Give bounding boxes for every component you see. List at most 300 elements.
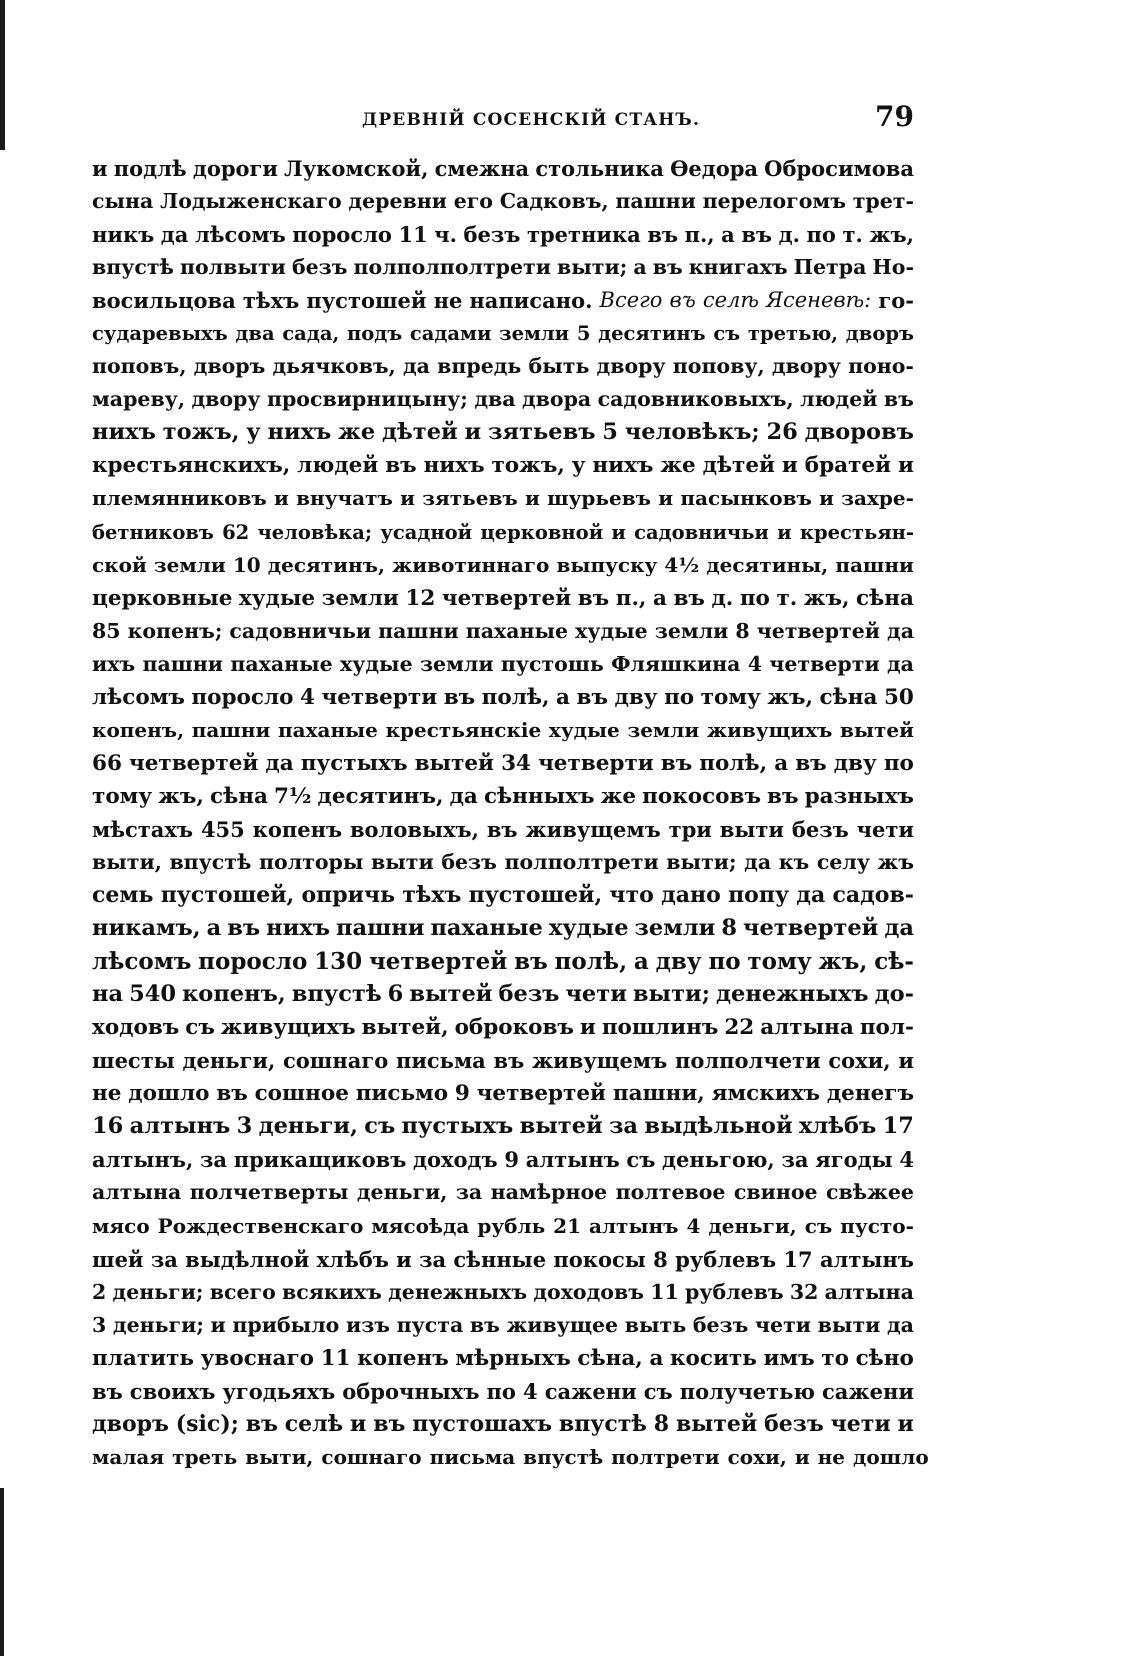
word: четверти	[538, 750, 654, 776]
word: пашни	[615, 189, 696, 214]
word: что	[609, 882, 654, 909]
word: полвыти	[180, 255, 286, 280]
word: съ	[626, 1147, 656, 1173]
word: земли	[321, 585, 399, 611]
word: Всего	[599, 288, 663, 313]
word: садовничьи	[229, 618, 372, 643]
word: десятины,	[706, 552, 829, 577]
text-line	[92, 747, 914, 780]
word: у	[246, 419, 261, 446]
word: дѣтей	[702, 453, 776, 479]
word: 16	[92, 1113, 124, 1140]
word: 32	[789, 1279, 819, 1304]
word: алтынъ,	[92, 1147, 194, 1173]
word: а	[206, 915, 222, 942]
word: полѣ,	[554, 948, 628, 976]
word: пол-	[859, 1015, 914, 1041]
word: въ	[469, 1312, 500, 1337]
text-line	[92, 1210, 914, 1243]
word: 17	[882, 1113, 914, 1140]
word: въ	[767, 783, 799, 809]
word: сѣнныхъ	[483, 783, 595, 809]
word: по	[664, 684, 695, 710]
text-line	[92, 1243, 914, 1276]
word: тожъ,	[491, 453, 565, 479]
text-line	[92, 1408, 914, 1441]
word: по	[486, 1378, 516, 1404]
word: двора	[522, 387, 592, 412]
word: пошлинъ	[601, 1015, 719, 1041]
word: въ	[373, 1410, 406, 1437]
word: никамъ,	[92, 915, 201, 942]
word: живущихъ	[220, 1015, 356, 1041]
word: земли	[419, 651, 494, 676]
word: хлѣбъ	[798, 1113, 877, 1140]
word: да	[886, 651, 914, 676]
word: десятинъ	[598, 322, 706, 346]
word: въ	[245, 1410, 278, 1437]
word: 62	[222, 520, 250, 544]
word: худые	[340, 651, 413, 676]
word: вытей	[519, 1113, 603, 1140]
text-line	[92, 284, 914, 317]
word: сѣ-	[874, 948, 914, 976]
word: по	[739, 585, 770, 611]
word: селѣ	[284, 1410, 344, 1437]
word: пустошей,	[160, 882, 295, 909]
word: смежна	[434, 156, 530, 181]
text-line	[92, 978, 914, 1011]
word: да	[744, 849, 772, 874]
word: рублевъ	[684, 1279, 784, 1304]
word: сошное	[254, 1081, 349, 1107]
word: 3	[236, 1113, 253, 1140]
text-line	[92, 549, 914, 582]
word: вытей	[675, 1410, 758, 1437]
word: зятьевъ	[488, 419, 596, 446]
word: тому	[747, 948, 812, 976]
word: садами	[409, 322, 492, 346]
word: деньги,	[356, 1180, 448, 1205]
word: четвертей	[441, 585, 572, 611]
word: и	[524, 486, 540, 511]
word: пашни	[191, 717, 271, 742]
word: 12	[405, 585, 436, 611]
word: выти	[817, 1312, 881, 1337]
word: четвертей	[368, 948, 508, 976]
word: пусто-	[840, 1213, 914, 1238]
word: чети	[856, 816, 914, 842]
word: сѣна	[210, 783, 268, 809]
word: а	[633, 255, 647, 280]
word: въ	[216, 1081, 248, 1107]
word: четвертей	[743, 915, 879, 942]
word: и	[210, 1312, 226, 1337]
word: четвертей	[128, 750, 259, 776]
word: жъ,	[869, 222, 914, 248]
word: то	[821, 1345, 849, 1371]
word: письмо	[355, 1081, 449, 1107]
word: нихъ	[592, 453, 654, 479]
word: тому	[92, 783, 153, 809]
word: 17	[783, 1246, 813, 1272]
word: да	[160, 222, 189, 248]
word: а	[633, 948, 649, 976]
word: жъ,	[767, 684, 813, 710]
word: людей	[297, 453, 379, 479]
word: третью,	[747, 322, 839, 346]
word: сударевыхъ	[92, 322, 228, 346]
word: по	[806, 222, 836, 248]
word: Ѳедора	[670, 156, 759, 181]
word: деньгою,	[662, 1147, 775, 1173]
word: Обросимова	[764, 156, 914, 181]
word: Но-	[872, 255, 914, 280]
word: и	[92, 156, 108, 181]
word: въ	[443, 684, 476, 710]
word: просвирницыну;	[266, 387, 468, 412]
word: пустошей,	[468, 882, 603, 909]
word: дошло	[853, 1444, 929, 1469]
word: мясо	[92, 1213, 150, 1238]
word: не	[433, 288, 463, 314]
word: чети	[565, 981, 627, 1008]
word: дву	[614, 684, 658, 710]
word: ихъ	[92, 651, 136, 676]
word: безъ	[692, 1312, 749, 1337]
word: дву	[833, 750, 877, 776]
body-text	[92, 152, 929, 1474]
word: до-	[874, 981, 914, 1008]
word: п.,	[615, 585, 647, 611]
word: 7½	[274, 783, 312, 809]
word: за	[419, 1246, 447, 1272]
word: садовниковыхъ,	[597, 387, 794, 412]
text-line	[92, 482, 914, 515]
word: по	[883, 750, 914, 776]
word: Фляшкина	[611, 651, 741, 676]
text-line	[92, 317, 914, 350]
word: ходовъ	[92, 1015, 180, 1041]
word: крестьян-	[799, 520, 914, 544]
word: и	[464, 419, 482, 446]
word: въ	[669, 288, 696, 313]
word: попову,	[672, 354, 765, 379]
word: выпуску	[556, 552, 658, 577]
word: сѣна,	[577, 1345, 643, 1371]
word: безъ	[764, 1410, 824, 1437]
word: 26	[766, 419, 798, 446]
word: за	[781, 1147, 809, 1173]
word: третника	[526, 222, 641, 248]
word: къ	[778, 849, 810, 874]
word: безъ	[791, 816, 849, 842]
word: паханые	[465, 618, 569, 643]
text-line	[92, 218, 914, 251]
word: и	[400, 486, 415, 511]
word: въ	[647, 222, 679, 248]
word: мѣстахъ	[92, 816, 194, 842]
word: мареву,	[92, 387, 185, 412]
word: 5	[602, 419, 618, 446]
word: и	[658, 486, 674, 511]
word: нихъ	[267, 419, 332, 446]
word: дворъ	[845, 322, 914, 346]
word: въ	[576, 684, 608, 710]
word: пустошахъ	[412, 1410, 553, 1437]
text-line	[92, 582, 914, 615]
text-line	[92, 648, 914, 681]
word: а	[774, 750, 789, 776]
word: церковной	[480, 520, 604, 544]
word: худые	[238, 585, 316, 611]
word: худые	[548, 717, 620, 742]
word: ягоды	[815, 1147, 893, 1173]
text-line	[92, 780, 914, 813]
word: платить	[92, 1345, 195, 1371]
word: въ	[795, 750, 827, 776]
word: письма	[395, 1048, 486, 1074]
word: т.	[776, 585, 798, 611]
word: выти,	[245, 1444, 314, 1469]
word: намѣрное	[490, 1180, 608, 1205]
word: шесты	[92, 1048, 175, 1074]
word: восильцова	[92, 288, 236, 314]
word: впустѣ	[169, 849, 252, 874]
text-line	[92, 1044, 914, 1077]
word: за	[609, 1113, 639, 1140]
word: лѣсомъ	[92, 948, 192, 976]
word: денежныхъ	[716, 981, 869, 1008]
word: пасынковъ	[680, 486, 812, 511]
word: захре-	[841, 486, 914, 511]
word: всего	[209, 1279, 276, 1304]
word: съ	[643, 1378, 673, 1404]
word: поповъ,	[92, 354, 187, 379]
word: двору	[771, 354, 841, 379]
word: подъ	[346, 322, 403, 346]
word: пашни	[835, 552, 914, 577]
word: вытей	[409, 981, 493, 1008]
word: полѣ,	[481, 684, 550, 710]
word: въ	[577, 585, 610, 611]
word: а	[652, 585, 667, 611]
word: Лукомской,	[284, 156, 429, 181]
word: жъ,	[803, 585, 850, 611]
word: впустѣ	[92, 255, 174, 280]
word: мѣрныхъ	[455, 1345, 571, 1371]
word: человѣкъ;	[624, 419, 760, 446]
word: оброчныхъ	[342, 1378, 480, 1404]
word: худые	[575, 618, 648, 643]
word: вытей	[414, 750, 495, 776]
word: угодьяхъ	[222, 1378, 336, 1404]
text-line	[92, 152, 914, 185]
word: десятинъ,	[317, 783, 444, 809]
text-line	[92, 251, 914, 284]
word: (sic);	[175, 1410, 239, 1437]
word: впустѣ	[523, 1444, 604, 1469]
word: ч.	[434, 222, 457, 248]
word: 11	[650, 1279, 679, 1304]
word: селу	[816, 849, 870, 874]
word: земли	[634, 915, 716, 942]
word: 11	[398, 222, 428, 248]
word: пуста	[396, 1312, 464, 1337]
word: четвертей	[476, 1081, 607, 1107]
word: три	[668, 816, 712, 842]
word: въ	[883, 387, 914, 412]
word: пустыхъ	[401, 1113, 514, 1140]
text-line	[92, 1110, 914, 1143]
word: церковные	[92, 585, 233, 611]
word: жъ,	[158, 783, 204, 809]
word: четверти	[769, 651, 880, 676]
word: и	[819, 486, 834, 511]
word: сѣна	[856, 585, 914, 611]
text-line	[92, 1276, 914, 1309]
text-line	[92, 416, 914, 449]
word: поно-	[848, 354, 914, 379]
word: зятьевъ	[422, 486, 518, 511]
word: племянниковъ	[92, 486, 267, 511]
word: 455	[200, 816, 245, 842]
word: изъ	[345, 1312, 390, 1337]
word: худые	[548, 915, 629, 942]
word: денежныхъ	[388, 1279, 528, 1304]
word: книгахъ	[688, 255, 788, 280]
word: полтрети	[611, 1444, 720, 1469]
word: опричь	[301, 882, 395, 909]
word: безъ	[498, 981, 560, 1008]
word: дворъ	[193, 354, 266, 379]
word: 50	[883, 684, 914, 710]
word: полѣ,	[699, 750, 768, 776]
word: 130	[314, 948, 363, 976]
word: п.,	[684, 222, 715, 248]
word: 11	[320, 1345, 351, 1371]
word: тѣхъ	[402, 882, 462, 909]
text-line	[92, 1375, 914, 1408]
word: д.	[778, 222, 800, 248]
word: съ	[713, 322, 741, 346]
text-line	[92, 879, 914, 912]
word: 22	[724, 1015, 755, 1041]
word: нихъ	[92, 419, 156, 446]
word: доходовъ	[533, 1279, 644, 1304]
word: прибыло	[232, 1312, 340, 1337]
word: прикащиковъ	[233, 1147, 407, 1173]
word: полполтрети	[504, 849, 659, 874]
text-line	[92, 1441, 929, 1474]
word: дву	[655, 948, 702, 976]
word: сохи,	[828, 1048, 891, 1074]
word: усадной	[380, 520, 473, 544]
word: въ	[227, 915, 261, 942]
word: тому	[700, 684, 761, 710]
word: деньги,	[258, 1113, 358, 1140]
word: двору	[191, 387, 261, 412]
word: дѣтей	[381, 419, 458, 446]
word: увоснаго	[200, 1345, 314, 1371]
running-title: ДРЕВНІЙ СОСЕНСКІЙ СТАНЪ.	[362, 110, 701, 130]
word: пустыхъ	[300, 750, 408, 776]
text-line	[92, 615, 914, 648]
text-line	[92, 383, 914, 416]
text-line	[92, 912, 914, 945]
word: да	[402, 354, 430, 379]
word: крестьянскихъ,	[92, 453, 291, 479]
word: деньги;	[112, 1312, 204, 1337]
word: копенъ,	[182, 981, 286, 1008]
word: пашни	[378, 618, 459, 643]
word: тѣхъ	[242, 288, 300, 314]
word: сѣнные	[453, 1246, 547, 1272]
word: чети	[830, 1410, 891, 1437]
text-line	[92, 1342, 914, 1375]
word: не	[92, 1081, 122, 1107]
text-line	[92, 449, 914, 482]
text-line	[92, 516, 914, 549]
word: тожъ,	[162, 419, 240, 446]
word: дошло	[128, 1081, 210, 1107]
word: дворъ	[92, 1410, 169, 1437]
word: д.	[711, 585, 734, 611]
word: въ	[514, 948, 548, 976]
word: 8	[721, 915, 737, 942]
word: садовничьи	[634, 520, 769, 544]
word: алтына	[92, 1180, 182, 1205]
word: два	[235, 322, 275, 346]
word: паханые	[430, 915, 543, 942]
word: 34	[501, 750, 531, 776]
word: же	[660, 453, 696, 479]
word: въ	[660, 750, 693, 776]
word: живущее	[506, 1312, 619, 1337]
word: дано	[661, 882, 721, 909]
word: письма	[429, 1444, 516, 1469]
word: въ	[741, 222, 773, 248]
word: внучатъ	[296, 486, 393, 511]
word: сажени	[822, 1378, 914, 1404]
word: выдѣльной	[644, 1113, 793, 1140]
word: четверти	[321, 684, 438, 710]
word: чети	[755, 1312, 811, 1337]
word: никъ	[92, 222, 155, 248]
word: паханые	[230, 651, 333, 676]
word: въ	[486, 816, 518, 842]
text-line	[92, 945, 914, 978]
word: сѣно	[855, 1345, 914, 1371]
page-number: 79	[875, 100, 914, 133]
word: покосы	[553, 1246, 646, 1272]
word: сада,	[282, 322, 340, 346]
word: жъ,	[818, 948, 868, 976]
running-head	[92, 100, 914, 140]
word: пашни	[142, 651, 223, 676]
word: деньги,	[182, 1048, 276, 1074]
word: сажени	[544, 1378, 637, 1404]
word: копенъ;	[127, 618, 223, 643]
word: въ	[92, 1378, 123, 1404]
word: сохи,	[727, 1444, 787, 1469]
word: да	[449, 783, 478, 809]
word: живущемъ	[531, 1048, 668, 1074]
text-line	[92, 714, 914, 747]
word: пашни,	[612, 1081, 705, 1107]
word: перелогомъ	[702, 189, 846, 214]
word: безъ	[463, 222, 521, 248]
